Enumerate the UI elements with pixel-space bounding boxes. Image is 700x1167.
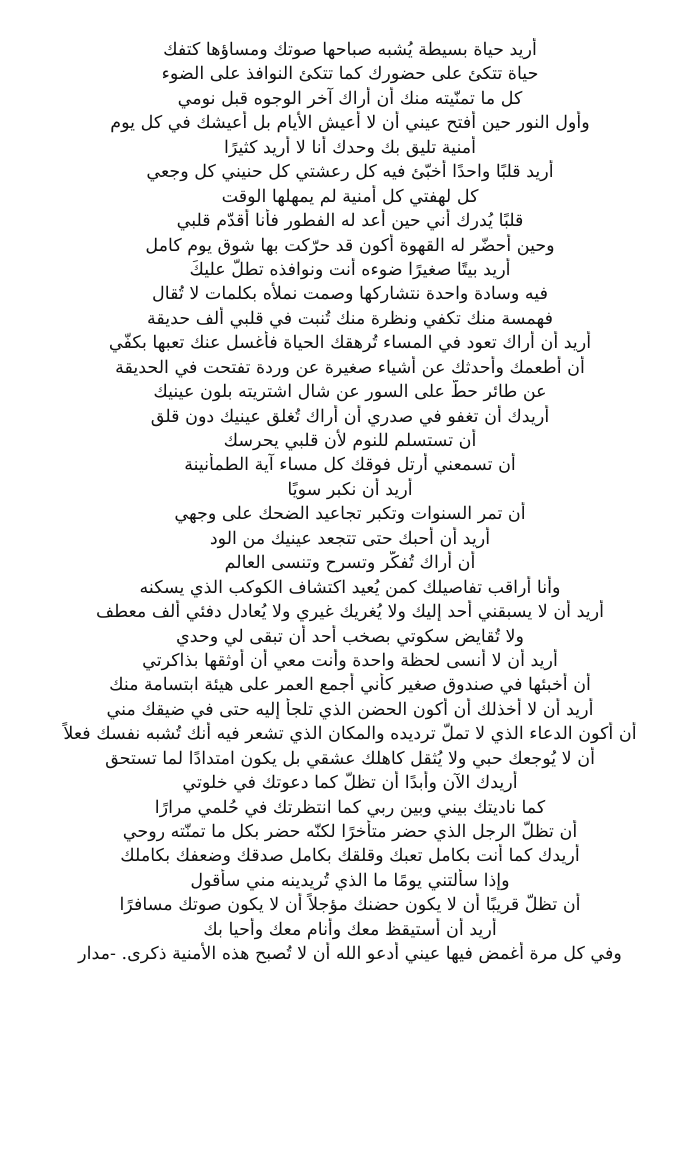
poem-line-28: أُريد أن لا أخذلك أن أكون الحضن الذي تلجأ إليه حتى في ضيقك مني: [106, 699, 594, 720]
poem-line-15: عن طائر حطّ على السور عن شال اشتريته بلون عينيك: [153, 382, 547, 403]
poem-line-25: ولا تُقايض سكوتي بصخب أحد أن تبقى لي وحدي: [176, 626, 524, 647]
poem-line-9: وحين أُحضّر له القهوة أكون قد حرّكت بها شوق يوم كامل: [145, 235, 555, 256]
poem-line-27: أن أُخبئها في صندوق صغير كأني أجمع العمر على هيئة ابتسامة منك: [109, 675, 591, 696]
poem-line-36: أن تظلّ قريبًا أن لا يكون حضنك مؤجلاً أن لا يكون صوتك مسافرًا: [119, 895, 581, 916]
poem-line-23: وأنا أُراقب تفاصيلك كمن يُعيد اكتشاف الكوكب الذي يسكنه: [139, 577, 561, 598]
poem-line-12: فهمسة منك تكفي ونظرة منك تُنبت في قلبي ألف حديقة: [147, 308, 553, 329]
poem-line-26: أُريد أن لا أنسى لحظة واحدة وأنت معي أن أُوثقها بذاكرتي: [142, 650, 558, 671]
poem-line-3: كل ما تمنّيته منك أن أراك آخر الوجوه قبل نومي: [177, 88, 523, 109]
poem-line-31: أُريدك الآن وأبدًا أن تظلّ كما دعوتك في خلوتي: [182, 773, 518, 794]
poem-line-33: أن تظلّ الرجل الذي حضر متأخرًا لكنّه حضر بكل ما تمنّته روحي: [122, 822, 578, 842]
poem-line-7: كل لهفتي كل أمنية لم يمهلها الوقت: [221, 186, 479, 207]
poem-line-29: أن أكون الدعاء الذي لا تملّ ترديده والمكان الذي تشعر فيه أنك تُشبه نفسك فعلاً: [63, 724, 637, 745]
poem-line-5: أمنية تليق بك وحدك أنا لا أُريد كثيرًا: [224, 137, 476, 158]
poem-line-4: وأول النور حين أفتح عيني أن لا أعيش الأيام بل أعيشك في كل يوم: [110, 113, 590, 134]
poem-line-24: أُريد أن لا يسبقني أحد إليك ولا يُغريك غيري ولا يُعادل دفئي ألف معطف: [96, 602, 604, 623]
poem-line-6: أُريد قلبًا واحدًا أُخبّئ فيه كل رعشتي كل حنيني كل وجعي: [146, 162, 554, 183]
poem-line-13: أُريد أن أراك تعود في المساء تُرهقك الحياة فأغسل عنك تعبها بكفّي: [108, 333, 592, 354]
poem-line-18: أن تسمعني أُرتل فوقك كل مساء آية الطمأنينة: [184, 455, 516, 476]
poem-line-10: أُريد بيتًا صغيرًا ضوءه أنت ونوافذه تطلّ عليكَ: [189, 259, 511, 280]
poem-line-14: أن أُطعمك وأُحدثك عن أشياء صغيرة عن وردة تفتحت في الحديقة: [115, 357, 585, 378]
poem-text: [0, 38, 700, 1138]
poem-line-22: أن أراك تُفكّر وتسرح وتنسى العالم: [224, 553, 476, 574]
poem-line-1: أُريد حياة بسيطة يُشبه صباحها صوتك ومساؤها كتفك: [163, 40, 537, 60]
poem-line-11: فيه وسادة واحدة نتشاركها وصمت نملأه بكلمات لا تُقال: [152, 284, 548, 305]
poem-line-38: وفي كل مرة أُغمض فيها عيني أدعو الله أن لا تُصبح هذه الأمنية ذكرى. -مدار: [78, 944, 622, 965]
poem-line-16: أُريدك أن تغفو في صدري أن أراك تُغلق عينيك دون قلق: [150, 406, 550, 427]
poem-line-20: أن تمر السنوات وتكبر تجاعيد الضحك على وجهي: [174, 504, 526, 525]
poem-line-2: حياة تتكئ على حضورك كما تتكئ النوافذ على الضوء: [161, 64, 539, 85]
poem-line-21: أُريد أن أُحبك حتى تتجعد عينيك من الود: [209, 528, 491, 549]
poem-line-32: كما ناديتك بيني وبين ربي كما انتظرتك في حُلمي مرارًا: [154, 797, 546, 818]
poem-line-19: أُريد أن نكبر سويًا: [287, 479, 413, 500]
poem-line-37: أُريد أن أستيقظ معك وأنام معك وأحيا بك: [203, 919, 497, 940]
poem-line-30: أن لا يُوجعك حبي ولا يُثقل كاهلك عشقي بل يكون امتدادًا لما تستحق: [105, 748, 595, 769]
poem-line-17: أن تستسلم للنوم لأن قلبي يحرسك: [223, 431, 477, 451]
poem-line-34: أُريدك كما أنت بكامل تعبك وقلقك بكامل صدقك وضعفك بكاملك: [120, 846, 580, 867]
poem-line-8: قلبًا يُدرك أني حين أعد له الفطور فأنا أُقدّم قلبي: [176, 211, 524, 232]
poem-line-35: وإذا سألتني يومًا ما الذي تُريدينه مني سأقول: [190, 870, 510, 891]
